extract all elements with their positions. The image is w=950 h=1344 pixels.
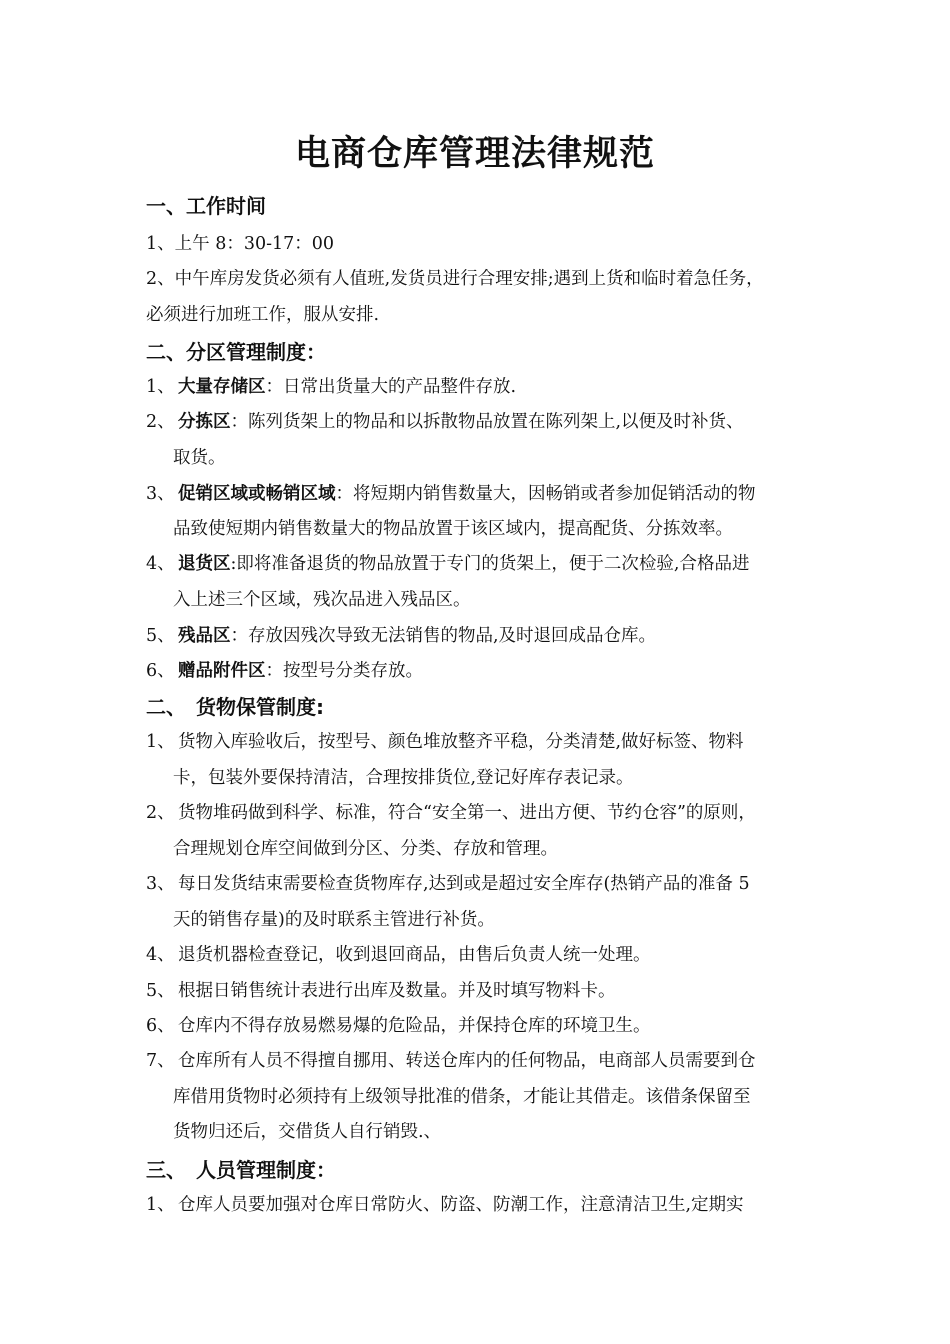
list-item xyxy=(146,728,744,753)
section-heading-staff-management: 三、 人员管理制度： xyxy=(146,1158,336,1182)
item-text: :即将准备退货的物品放置于专门的货架上，便于二次检验,合格品进 xyxy=(230,554,750,574)
list-item xyxy=(146,622,656,647)
item-text: ：陈列货架上的物品和以拆散物品放置在陈列架上,以便及时补货、 xyxy=(230,412,744,432)
item-text: 货物堆码做到科学、标准，符合“安全第一、进出方便、节约仓容”的原则， xyxy=(178,803,756,823)
item-continuation: 合理规划仓库空间做到分区、分类、存放和管理。 xyxy=(173,839,558,859)
item-number: 4、 xyxy=(146,945,175,965)
item-number: 4、 xyxy=(146,554,175,574)
item-term: 退货区 xyxy=(178,554,231,574)
list-item xyxy=(146,1047,756,1072)
item-number: 6、 xyxy=(146,1016,175,1036)
paragraph-line: 必须进行加班工作，服从安排. xyxy=(146,305,380,325)
item-text: 仓库内不得存放易燃易爆的危险品，并保持仓库的环境卫生。 xyxy=(178,1016,651,1036)
item-term: 残品区 xyxy=(178,626,231,646)
item-continuation: 入上述三个区域，残次品进入残品区。 xyxy=(173,590,471,610)
list-item xyxy=(146,480,756,505)
section-heading-goods-storage: 二、 货物保管制度: xyxy=(146,695,324,719)
paragraph-line: 1、上午 8：30-17：00 xyxy=(146,234,335,254)
item-term: 大量存储区 xyxy=(178,377,266,397)
item-continuation: 取货。 xyxy=(173,448,226,468)
item-text: 仓库人员要加强对仓库日常防火、防盗、防潮工作，注意清洁卫生,定期实 xyxy=(178,1195,744,1215)
item-text: ：按型号分类存放。 xyxy=(265,661,423,681)
item-number: 6、 xyxy=(146,661,175,681)
item-text: 退货机器检查登记，收到退回商品，由售后负责人统一处理。 xyxy=(178,945,651,965)
item-number: 1、 xyxy=(146,377,175,397)
paragraph-line: 2、中午库房发货必须有人值班,发货员进行合理安排;遇到上货和临时着急任务， xyxy=(146,269,764,289)
item-text: 仓库所有人员不得擅自挪用、转送仓库内的任何物品，电商部人员需要到仓 xyxy=(178,1051,756,1071)
item-continuation: 货物归还后，交借货人自行销毁.、 xyxy=(173,1122,442,1142)
list-item xyxy=(146,977,616,1002)
item-continuation: 品致使短期内销售数量大的物品放置于该区域内，提高配货、分拣效率。 xyxy=(173,519,733,539)
item-number: 2、 xyxy=(146,803,175,823)
item-number: 5、 xyxy=(146,626,175,646)
item-number: 5、 xyxy=(146,981,175,1001)
item-number: 3、 xyxy=(146,484,175,504)
list-item xyxy=(146,1191,744,1216)
item-number: 1、 xyxy=(146,732,175,752)
list-item xyxy=(146,373,516,398)
list-item xyxy=(146,941,651,966)
item-text: ：存放因残次导致无法销售的物品,及时退回成品仓库。 xyxy=(230,626,657,646)
list-item xyxy=(146,870,750,895)
item-term: 促销区域或畅销区域 xyxy=(178,484,336,504)
item-number: 1、 xyxy=(146,1195,175,1215)
list-item xyxy=(146,1012,651,1037)
section-heading-zone-management: 二、分区管理制度： xyxy=(146,340,326,364)
item-continuation: 库借用货物时必须持有上级领导批准的借条，才能让其借走。该借条保留至 xyxy=(173,1087,751,1107)
item-text: 根据日销售统计表进行出库及数量。并及时填写物料卡。 xyxy=(178,981,616,1001)
list-item xyxy=(146,799,756,824)
list-item xyxy=(146,550,749,575)
item-continuation: 天的销售存量)的及时联系主管进行补货。 xyxy=(173,910,495,930)
item-term: 赠品附件区 xyxy=(178,661,266,681)
item-text: ：日常出货量大的产品整件存放. xyxy=(265,377,517,397)
item-term: 分拣区 xyxy=(178,412,231,432)
item-number: 3、 xyxy=(146,874,175,894)
item-text: ：将短期内销售数量大，因畅销或者参加促销活动的物 xyxy=(335,484,756,504)
list-item xyxy=(146,657,423,682)
item-text: 每日发货结束需要检查货物库存,达到或是超过安全库存(热销产品的准备 5 xyxy=(178,874,750,894)
section-heading-work-time: 一、工作时间 xyxy=(146,194,266,218)
item-text: 货物入库验收后，按型号、颜色堆放整齐平稳，分类清楚,做好标签、物料 xyxy=(178,732,744,752)
item-number: 7、 xyxy=(146,1051,175,1071)
item-number: 2、 xyxy=(146,412,175,432)
document-title: 电商仓库管理法律规范 xyxy=(294,134,655,174)
item-continuation: 卡，包装外要保持清洁，合理按排货位,登记好库存表记录。 xyxy=(173,768,634,788)
list-item xyxy=(146,408,744,433)
